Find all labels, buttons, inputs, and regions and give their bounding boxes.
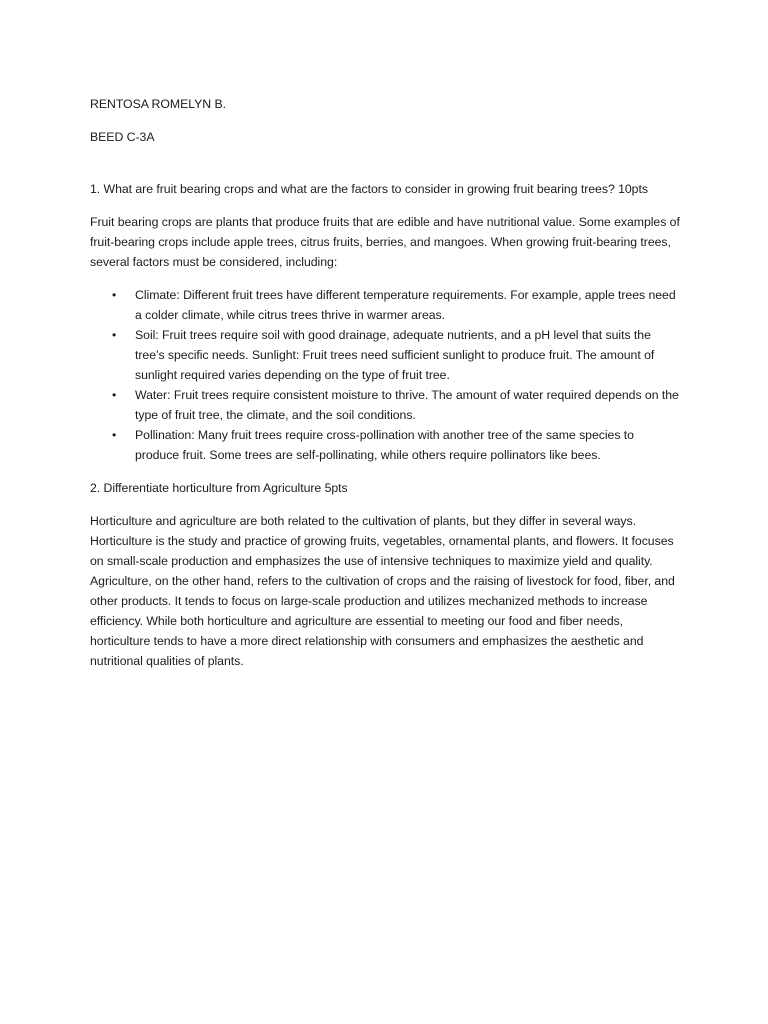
question-2: 2. Differentiate horticulture from Agriculture 5pts bbox=[90, 481, 348, 495]
question-1: 1. What are fruit bearing crops and what are the factors to consider in growing fruit bearing trees? 10pts bbox=[90, 182, 648, 196]
bullet-icon: • bbox=[112, 428, 117, 442]
factor-text: Water: Fruit trees require consistent moisture to thrive. The amount of water required depends on the type of fruit tree, the climate, and the soil conditions. bbox=[135, 388, 679, 422]
list-item bbox=[90, 285, 680, 325]
list-item bbox=[90, 385, 680, 425]
list-item bbox=[90, 425, 680, 465]
bullet-icon: • bbox=[112, 388, 117, 402]
factors-list bbox=[90, 285, 680, 465]
student-name: RENTOSA ROMELYN B. bbox=[90, 97, 226, 111]
bullet-icon: • bbox=[112, 288, 117, 302]
list-item bbox=[90, 325, 680, 385]
factor-text: Climate: Different fruit trees have different temperature requirements. For example, apple trees need a colder climate, while citrus trees thrive in warmer areas. bbox=[135, 288, 676, 322]
factor-text: Soil: Fruit trees require soil with good drainage, adequate nutrients, and a pH level that suits the tree’s specific needs. Sunlight: Fruit trees need sufficient sunlight to produce fruit. The amount of sunlight required varies depending on the type of fruit tree. bbox=[135, 328, 655, 382]
document-body bbox=[90, 94, 680, 684]
student-section: BEED C-3A bbox=[90, 130, 155, 144]
answer-2: Horticulture and agriculture are both related to the cultivation of plants, but they differ in several ways. Horticulture is the study and practice of growing fruits, vegetables, ornamental plants, and flowers. It focuses on small-scale production and emphasizes the use of intensive techniques to maximize yield and quality. Agriculture, on the other hand, refers to the cultivation of crops and the raising of livestock for food, fiber, and other products. It tends to focus on large-scale production and utilizes mechanized methods to increase efficiency. While both horticulture and agriculture are essential to meeting our food and fiber needs, horticulture tends to have a more direct relationship with consumers and emphasizes the aesthetic and nutritional qualities of plants. bbox=[90, 514, 675, 668]
bullet-icon: • bbox=[112, 328, 117, 342]
factor-text: Pollination: Many fruit trees require cross-pollination with another tree of the same species to produce fruit. Some trees are self-pollinating, while others require pollinators like bees. bbox=[135, 428, 634, 462]
answer-1-intro: Fruit bearing crops are plants that produce fruits that are edible and have nutritional value. Some examples of fruit-bearing crops include apple trees, citrus fruits, berries, and mangoes. When growing fruit-bearing trees, several factors must be considered, including: bbox=[90, 215, 680, 269]
